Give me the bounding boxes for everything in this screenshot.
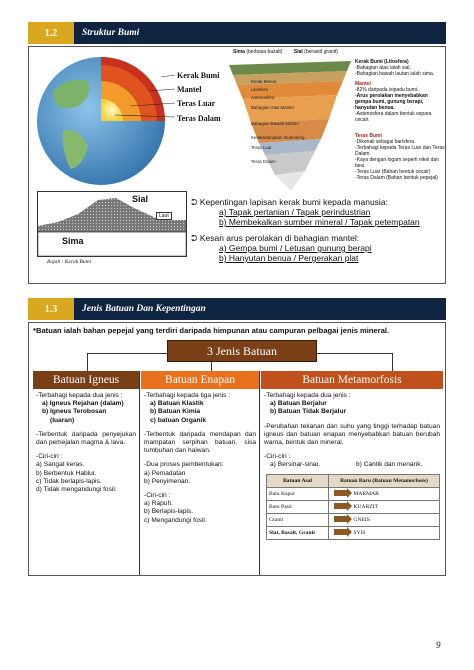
igneus-desc: -Terbentuk daripada penyejukan dan pemejalan magma & lava. <box>36 430 136 447</box>
table-cell <box>329 513 440 526</box>
section-number: 1.3 <box>28 298 74 320</box>
section-header-1-2 <box>28 22 446 44</box>
section-title: Jenis Batuan Dan Kepentingan <box>82 304 206 314</box>
enapan-column <box>140 389 260 534</box>
label-teras-dalam: Teras Dalam <box>177 113 221 123</box>
metamorfosis-table <box>266 474 440 540</box>
bullet-item: a) Tapak pertanian / Tapak perindustrian <box>219 207 371 217</box>
enapan-header: Batuan Enapan <box>141 371 259 389</box>
bullet-item: b) Hanyutan benua / Pergerakan plat <box>219 253 359 263</box>
table-row <box>267 526 440 539</box>
note-line: -Teras Luar (Bahan bentuk cecair) <box>355 169 431 175</box>
label-atas-mantel: Bahagian Atas Mantel <box>251 105 294 110</box>
igneus-column <box>32 389 140 503</box>
crust-diagram <box>37 191 187 257</box>
note-mantel-head: Mantel <box>355 81 371 87</box>
igneus-ciri: a) Sangat keras. <box>36 461 85 469</box>
section-title: Struktur Bumi <box>82 28 140 38</box>
arrow-bullet-icon: ⮊ <box>191 197 200 207</box>
meta-type: b) Batuan Tidak Berjalur <box>270 408 347 416</box>
igneus-header: Batuan Igneus <box>33 371 139 389</box>
baru-value: KUARZIT <box>353 503 378 510</box>
note-line: -Astenosfera dalam bentuk separa cecair. <box>355 111 432 123</box>
arrow-right-icon <box>334 503 348 509</box>
rock-types-box <box>28 322 446 576</box>
label-sial: Sial <box>293 49 303 55</box>
note-line: -Arus perolakan menyebabkan gempa bumi, gunung berapi, hanyutan benua. <box>355 93 428 111</box>
note-teras-head: Teras Bumi <box>355 133 382 139</box>
crust-label-laut: Laut <box>156 212 172 220</box>
asal-value: Granit <box>269 516 284 523</box>
baru-value: MARMAR <box>353 490 379 497</box>
globe-labels <box>177 69 220 126</box>
arrow-right-icon <box>334 516 348 522</box>
arrow-right-icon <box>334 490 348 496</box>
enapan-proses: b) Penyimenan. <box>144 477 191 485</box>
bullet-item: a) Gempa bumi / Letusan gunung berapi <box>219 243 372 253</box>
igneus-ciri: d) Tidak mengandungi fosil. <box>36 486 117 494</box>
igneus-type: (luaran) <box>50 416 75 424</box>
igneus-type: a) Igneus Rejahan (dalam) <box>42 400 124 408</box>
arrow-bullet-icon: ⮊ <box>191 233 200 243</box>
igneus-intro: -Terbahagi kepada dua jenis : <box>36 392 123 399</box>
label-teras-dalam-cone: Teras Dalam <box>251 159 276 164</box>
igneus-ciri-head: -Ciri-ciri : <box>36 453 63 461</box>
asal-value: Batu Kapur <box>269 490 295 497</box>
table-row <box>267 500 440 513</box>
enapan-ciri: a) Rapuh. <box>144 500 173 508</box>
metamorfosis-header: Batuan Metamorfosis <box>261 371 443 389</box>
cone-top-labels <box>233 49 353 57</box>
label-teras-luar: Teras Luar <box>177 99 216 109</box>
note-line: -Kaya dengan logam seperti nikel dan besi. <box>355 157 439 169</box>
arrow-right-icon <box>334 529 348 535</box>
label-teras-luar-cone: Teras Luar <box>251 145 272 150</box>
table-header-row <box>267 474 440 487</box>
label-litosfera: Litosfera <box>251 87 268 92</box>
enapan-desc: -Terbentuk daripada mendapan dan mampatan serpihan batuan, sisa tumbuhan dan haiwan. <box>144 430 256 455</box>
bullet-text: Kesan arus perolakan di bahagian mantel: <box>199 233 360 243</box>
crust-bullets <box>191 197 443 263</box>
bullet-text: Kepentingan lapisan kerak bumi kepada manusia: <box>199 197 388 207</box>
label-sial-note: (berasid granit) <box>304 49 338 55</box>
rock-definition: *Batuan ialah bahan pepejal yang terdiri daripada himpunan atau campuran pelbagai jenis mineral. <box>33 326 390 335</box>
section-header-1-3 <box>28 298 446 320</box>
bullet-item: b) Membekalkan sumber mineral / Tapak petempatan <box>219 217 420 227</box>
meta-ciri: a) Bersinar-sinar. <box>270 461 321 469</box>
table-cell <box>267 487 329 500</box>
note-line: -Bahagian atas ialah sial. <box>355 65 411 71</box>
label-sima: Sima <box>233 49 245 55</box>
meta-ciri-head: -Ciri-ciri : <box>264 453 291 461</box>
crust-label-sima: Sima <box>62 236 84 246</box>
label-mantel: Mantel <box>177 85 202 95</box>
igneus-ciri: b) Berbentuk Hablur. <box>36 469 97 477</box>
meta-ciri: b) Cantik dan menarik. <box>356 461 423 469</box>
crust-caption: Rajah : Kerak Bumi <box>47 259 92 265</box>
note-line: -Bahagian bawah lautan ialah sima. <box>355 71 435 77</box>
crust-label-sial: Sial <box>132 194 149 204</box>
main-rock-label: 3 Jenis Batuan <box>167 340 317 362</box>
igneus-ciri: c) Tidak berlapis-lapis. <box>36 477 102 485</box>
enapan-type: b) Batuan Kimia <box>150 408 201 416</box>
igneus-type: b) Igneus Terobosan <box>42 408 107 416</box>
label-bawah-mantel: Bahagian Bawah Mantel <box>251 121 299 126</box>
table-row <box>267 487 440 500</box>
table-cell <box>329 487 440 500</box>
note-line: -Terbahagi kepada Teras Luar dan Teras Dalam. <box>355 145 445 157</box>
label-sima-note: (berbasa bazalt) <box>246 49 283 55</box>
label-astenosfera: Astenosfera <box>251 95 275 100</box>
note-line: -82% daripada isipadu bumi. <box>355 87 419 93</box>
enapan-type: a) Batuan Klastik <box>150 400 204 408</box>
baru-value: SYIS <box>353 529 366 536</box>
bullet-2 <box>191 233 443 243</box>
table-cell <box>267 513 329 526</box>
baru-value: GNEIS <box>353 516 370 523</box>
asal-value: Batu Pasir <box>269 503 293 510</box>
enapan-proses-head: -Dua proses pembentukan: <box>144 461 224 469</box>
table-cell <box>267 526 329 539</box>
note-kerak-head: Kerak Bumi (Litosfera) <box>355 59 409 65</box>
table-row <box>267 513 440 526</box>
enapan-ciri-head: -Ciri-ciri : <box>144 492 171 500</box>
crust-diagram-svg <box>38 192 186 256</box>
table-cell <box>329 500 440 513</box>
table-header: Batuan Baru (Batuan Metamorfosis) <box>329 474 440 487</box>
label-gutenberg: Ketakselanjaran Gutenberg <box>251 135 305 140</box>
page-number: 9 <box>436 640 441 650</box>
enapan-ciri: c) Mengandungi fosil. <box>144 516 207 524</box>
layer-notes <box>355 59 445 181</box>
label-kerak-bumi: Kerak Bumi <box>177 71 220 80</box>
table-cell <box>267 500 329 513</box>
note-line: -Teras Dalam (Bahan bentuk pepejal) <box>355 175 438 181</box>
section-number: 1.2 <box>28 22 74 44</box>
enapan-ciri: b) Berlapis-lapis. <box>144 508 194 516</box>
earth-structure-box <box>28 46 446 284</box>
note-line: -Dikenali sebagai barisfera. <box>355 139 416 145</box>
meta-intro: -Terbahagi kepada dua jenis : <box>264 392 351 399</box>
enapan-type: c) batuan Organik <box>150 416 207 424</box>
table-cell <box>329 526 440 539</box>
enapan-intro: -Terbahagi kepada tiga jenis : <box>144 392 231 399</box>
cone-inner-labels <box>251 78 304 166</box>
bullet-1 <box>191 197 443 207</box>
asal-value: Slat, Basalt, Granit <box>269 529 315 536</box>
table-header: Batuan Asal <box>267 474 329 487</box>
enapan-proses: a) Pemadatan <box>144 469 186 477</box>
meta-desc: -Perubahan tekanan dan suhu yang tinggi terhadap batuan igneus dan batuan enapan menyebabkan batuan berubah warna, bentuk dan mineral. <box>264 422 440 447</box>
meta-type: a) Batuan Berjalur <box>270 400 327 408</box>
label-kerak-benua: Kerak Benua <box>251 79 277 84</box>
metamorfosis-column <box>260 389 444 543</box>
